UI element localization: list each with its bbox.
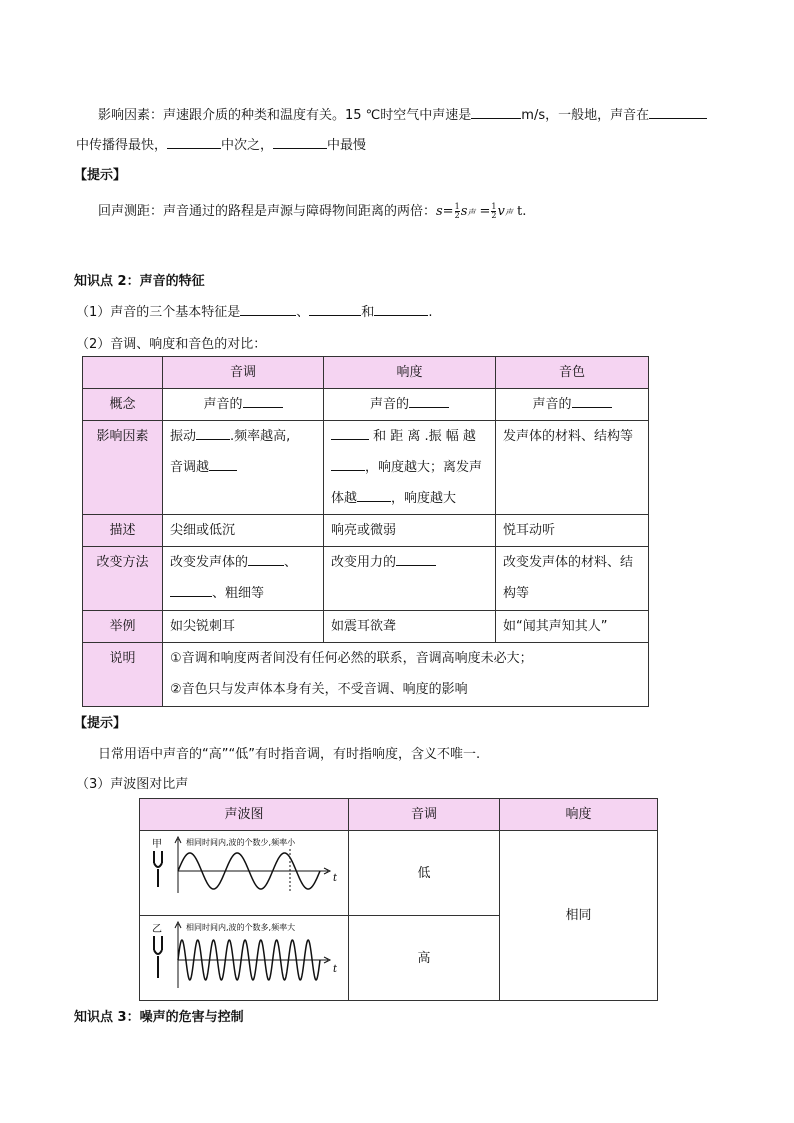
row-label-description: 描述 — [83, 515, 163, 547]
low-frequency-wave — [140, 831, 349, 915]
header-loudness: 响度 — [500, 799, 658, 831]
axis-t: t — [333, 873, 338, 884]
row-label-factors: 影响因素 — [83, 421, 163, 515]
label-jia: 甲 — [152, 839, 162, 850]
echo-ranging-text: 回声测距：声音通过的路程是声源与障碍物间距离的两倍：s= $\frac{1}{2}$ s声 = $\frac{1}{2}$ v声 t. — [98, 202, 527, 220]
cell-pitch-high: 高 — [349, 916, 500, 1001]
cell-desc-pitch: 尖细或低沉 — [163, 515, 324, 547]
wave-caption: 相同时间内,波的个数多,频率大 — [186, 923, 296, 932]
header-pitch: 音调 — [163, 357, 324, 389]
blank — [240, 301, 296, 316]
cell-wave-low — [140, 831, 349, 916]
cell-example-pitch: 如尖锐刺耳 — [163, 611, 324, 643]
hint-text-2: 日常用语中声音的“高”“低”有时指音调，有时指响度，含义不唯一. — [98, 747, 481, 762]
cell-change-loudness: 改变用力的 — [324, 547, 496, 611]
cell-factor-loudness: 和 距 离 .振 幅 越 ，响度越大；离发声 体越 ，响度越大 — [324, 421, 496, 515]
cell-wave-high — [140, 916, 349, 1001]
cell-pitch-low: 低 — [349, 831, 500, 916]
hint-heading-2: 【提示】 — [74, 716, 127, 731]
header-empty — [83, 357, 163, 389]
row-label-notes: 说明 — [83, 643, 163, 707]
header-loudness: 响度 — [324, 357, 496, 389]
question-2: （2）音调、响度和音色的对比： — [76, 337, 267, 352]
row-label-examples: 举例 — [83, 611, 163, 643]
wave-caption: 相同时间内,波的个数少,频率小 — [186, 838, 296, 847]
section-title-kp2: 知识点 2：声音的特征 — [74, 274, 205, 289]
cell-concept-loudness: 声音的 — [324, 389, 496, 421]
blank — [309, 301, 361, 316]
row-label-concept: 概念 — [83, 389, 163, 421]
axis-t: t — [333, 964, 338, 975]
sound-characteristics-table — [82, 356, 649, 707]
fraction: $\frac{1}{2}$ — [454, 202, 460, 220]
section-title-kp3: 知识点 3：噪声的危害与控制 — [74, 1010, 244, 1025]
cell-change-timbre: 改变发声体的材料、结 构等 — [496, 547, 649, 611]
row-label-change-method: 改变方法 — [83, 547, 163, 611]
cell-desc-timbre: 悦耳动听 — [496, 515, 649, 547]
cell-factor-pitch: 振动 .频率越高, 音调越 — [163, 421, 324, 515]
cell-notes: ①音调和响度两者间没有任何必然的联系，音调高响度未必大； ②音色只与发声体本身有关，不受音调、响度的影响 — [163, 643, 649, 707]
echo-formula: s= $\frac{1}{2}$ s声 = $\frac{1}{2}$ v声 t. — [436, 202, 527, 220]
hint-heading: 【提示】 — [74, 168, 127, 183]
cell-change-pitch: 改变发声体的 、 、粗细等 — [163, 547, 324, 611]
cell-factor-timbre: 发声体的材料、结构等 — [496, 421, 649, 515]
cell-concept-pitch: 声音的 — [163, 389, 324, 421]
cell-desc-loudness: 响亮或微弱 — [324, 515, 496, 547]
blank — [374, 301, 428, 316]
question-3: （3）声波图对比声 — [76, 777, 189, 792]
cell-example-timbre: 如“闻其声知其人” — [496, 611, 649, 643]
speed-paragraph-line1: 影响因素：声速跟介质的种类和温度有关。15 ℃时空气中声速是 m/s，一般地，声音在 — [98, 104, 707, 123]
tuning-fork-icon — [154, 851, 162, 887]
blank — [167, 134, 221, 149]
high-frequency-wave — [140, 916, 349, 1000]
label-yi: 乙 — [152, 924, 162, 935]
tuning-fork-icon — [154, 936, 162, 978]
fraction: $\frac{1}{2}$ — [491, 202, 497, 220]
header-waveform: 声波图 — [140, 799, 349, 831]
blank — [471, 104, 521, 119]
speed-paragraph-line2: 中传播得最快， 中次之， 中最慢 — [76, 134, 366, 153]
header-timbre: 音色 — [496, 357, 649, 389]
cell-example-loudness: 如震耳欲聋 — [324, 611, 496, 643]
blank — [649, 104, 707, 119]
cell-loudness-same: 相同 — [500, 831, 658, 1001]
header-pitch: 音调 — [349, 799, 500, 831]
question-1: （1）声音的三个基本特征是 、 和 . — [76, 301, 432, 320]
cell-concept-timbre: 声音的 — [496, 389, 649, 421]
sound-wave-table — [139, 798, 658, 1001]
blank — [273, 134, 327, 149]
